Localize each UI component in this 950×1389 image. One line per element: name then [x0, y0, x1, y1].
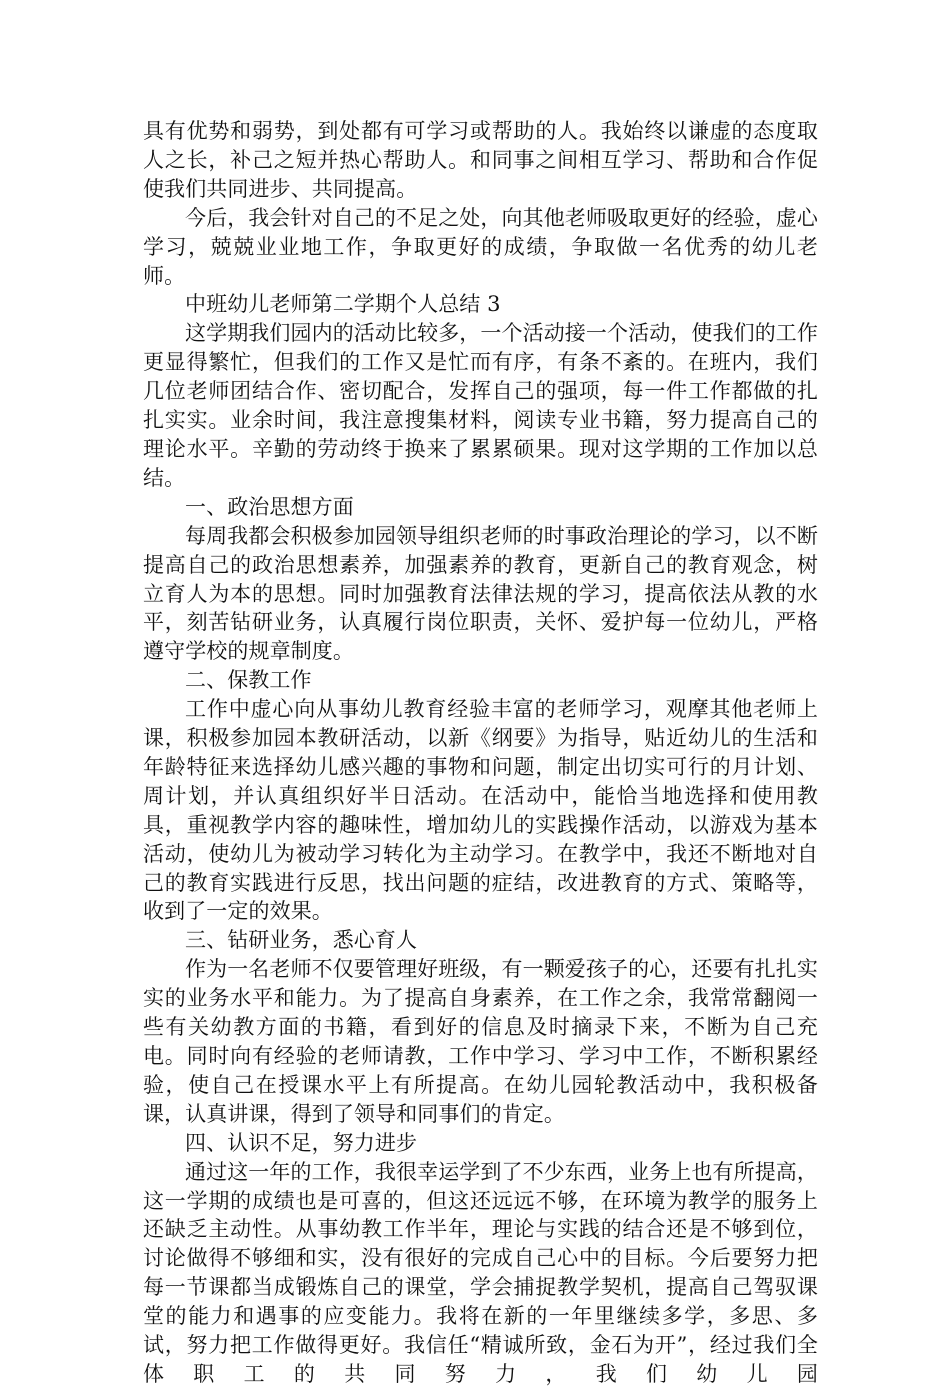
heading-research: 三、钻研业务，悉心育人	[185, 928, 418, 953]
paragraph: 工作中虚心向从事幼儿教育经验丰富的老师学习，观摩其他老师上课，积极参加园本教研活动，以新《纲要》为指导，贴近幼儿的生活和年龄特征来选择幼儿感兴趣的事物和问题，制定出切实可行的月计划、周计划，并认真组织好半日活动。在活动中，能恰当地选择和使用教具，重视教学内容的趣味性，增加幼儿的实践操作活动，以游戏为基本活动，使幼儿为被动学习转化为主动学习。在教学中，我还不断地对自己的教育实践进行反思，找出问题的症结，改进教育的方式、策略等，收到了一定的效果。	[143, 697, 818, 924]
paragraph: 通过这一年的工作，我很幸运学到了不少东西，业务上也有所提高，这一学期的成绩也是可喜的，但这还远远不够，在环境为教学的服务上还缺乏主动性。从事幼教工作半年，理论与实践的结合还是不够到位，讨论做得不够细和实，没有很好的完成自己心中的目标。今后要努力把每一节课都当成锻炼自己的课堂，学会捕捉教学契机，提高自己驾驭课堂的能力和遇事的应变能力。我将在新的一年里继续多学，多思、多试，努力把工作做得更好。我信任“精诚所致，金石为开”，经过我们全体职工的共同努力，我们幼儿园	[143, 1159, 818, 1386]
document-body	[143, 117, 818, 1389]
paragraph: 作为一名老师不仅要管理好班级，有一颗爱孩子的心，还要有扎扎实实的业务水平和能力。为了提高自身素养，在工作之余，我常常翻阅一些有关幼教方面的书籍，看到好的信息及时摘录下来，不断为自己充电。同时向有经验的老师请教，工作中学习、学习中工作，不断积累经验，使自己在授课水平上有所提高。在幼儿园轮教活动中，我积极备课，认真讲课，得到了领导和同事们的肯定。	[143, 957, 818, 1126]
heading-teaching: 二、保教工作	[185, 668, 312, 693]
paragraph-continued: 具有优势和弱势，到处都有可学习或帮助的人。我始终以谦虚的态度取人之长，补己之短并热心帮助人。和同事之间相互学习、帮助和合作促使我们共同进步、共同提高。	[143, 119, 818, 201]
paragraph: 这学期我们园内的活动比较多，一个活动接一个活动，使我们的工作更显得繁忙，但我们的工作又是忙而有序，有条不紊的。在班内，我们几位老师团结合作、密切配合，发挥自己的强项，每一件工作都做的扎扎实实。业余时间，我注意搜集材料，阅读专业书籍，努力提高自己的理论水平。辛勤的劳动终于换来了累累硕果。现对这学期的工作加以总结。	[143, 321, 818, 490]
heading-politics: 一、政治思想方面	[185, 494, 354, 519]
paragraph: 今后，我会针对自己的不足之处，向其他老师吸取更好的经验，虚心学习，兢兢业业地工作，争取更好的成绩，争取做一名优秀的幼儿老师。	[143, 205, 818, 288]
paragraph: 每周我都会积极参加园领导组织老师的时事政治理论的学习，以不断提高自己的政治思想素养，加强素养的教育，更新自己的教育观念，树立育人为本的思想。同时加强教育法律法规的学习，提高依法从教的水平，刻苦钻研业务，认真履行岗位职责，关怀、爱护每一位幼儿，严格遵守学校的规章制度。	[143, 523, 818, 664]
heading-improvement: 四、认识不足，努力进步	[185, 1130, 418, 1155]
section-title: 中班幼儿老师第二学期个人总结 3	[185, 292, 501, 317]
